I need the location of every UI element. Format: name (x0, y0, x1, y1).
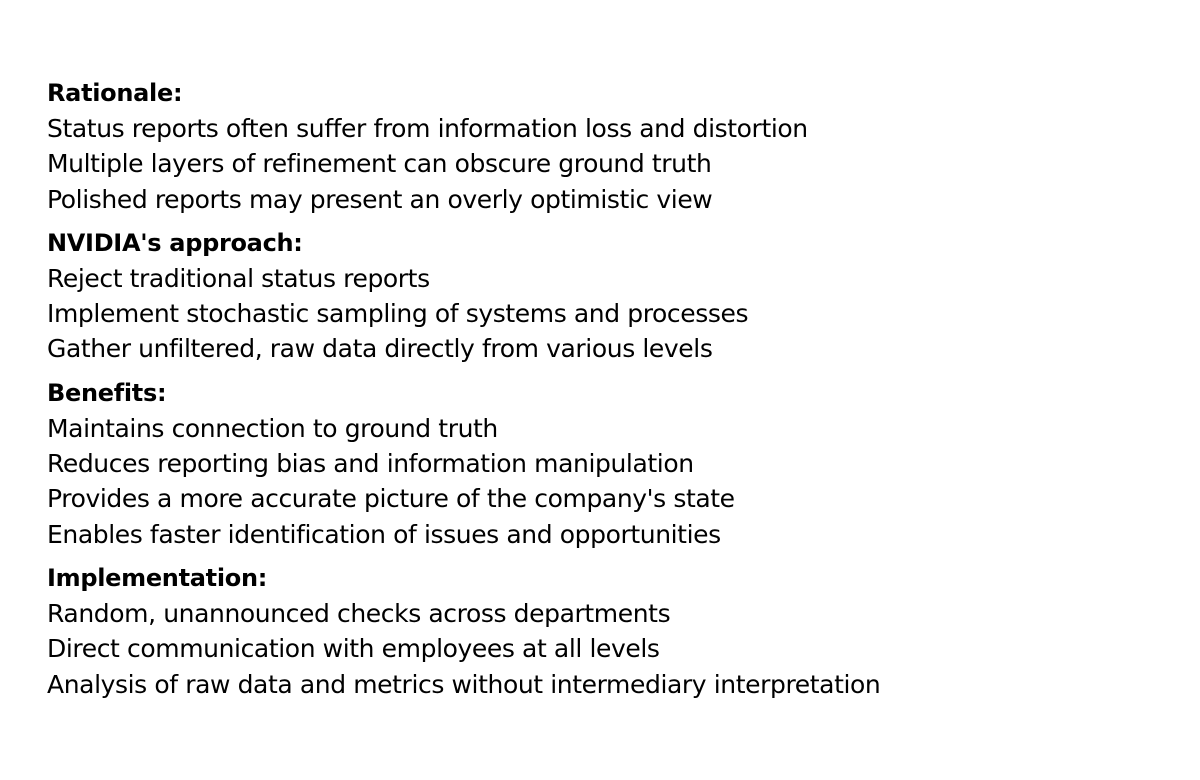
section-benefits (47, 376, 1147, 552)
section-implementation (47, 561, 1147, 702)
section-line: Maintains connection to ground truth (47, 413, 498, 443)
section-line: Polished reports may present an overly optimistic view (47, 184, 713, 214)
section-line: Enables faster identification of issues and opportunities (47, 519, 721, 549)
section-heading: Implementation: (47, 563, 268, 592)
section-line: Multiple layers of refinement can obscure ground truth (47, 149, 712, 179)
section-line: Status reports often suffer from information loss and distortion (47, 114, 808, 143)
section-heading: NVIDIA's approach: (47, 228, 303, 257)
section-line: Direct communication with employees at all levels (47, 634, 660, 664)
document-body (47, 76, 1147, 711)
section-heading: Rationale: (47, 79, 183, 107)
section-line: Gather unfiltered, raw data directly from various levels (47, 334, 713, 364)
section-line: Random, unannounced checks across departments (47, 598, 671, 628)
section-line: Implement stochastic sampling of systems and processes (47, 299, 749, 329)
section-heading: Benefits: (47, 378, 167, 407)
section-line: Provides a more accurate picture of the company's state (47, 484, 735, 514)
section-line: Analysis of raw data and metrics without intermediary interpretation (47, 669, 881, 699)
section-rationale (47, 76, 1147, 217)
section-line: Reject traditional status reports (47, 263, 430, 293)
section-nvidia-approach (47, 226, 1147, 367)
section-line: Reduces reporting bias and information manipulation (47, 449, 694, 479)
